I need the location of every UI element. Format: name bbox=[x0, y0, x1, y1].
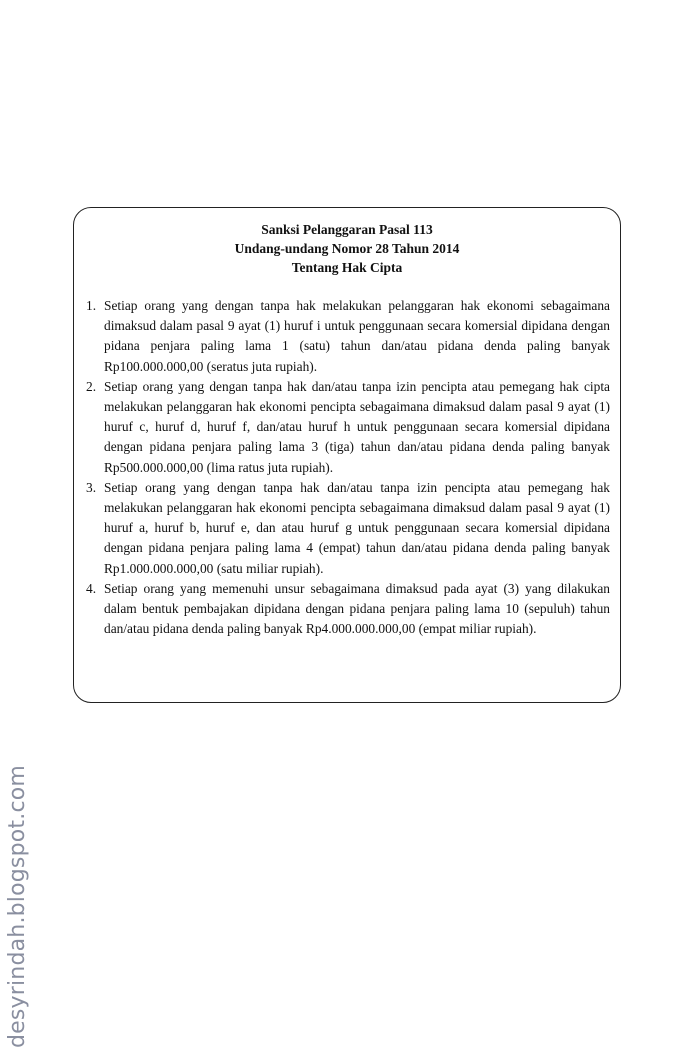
item-text: Setiap orang yang dengan tanpa hak dan/atau tanpa izin pencipta atau pemegang hak melakukan pelanggaran hak ekonomi pencipta sebagaimana dimaksud dalam pasal 9 ayat (1) huruf a, huruf b, huruf e, dan atau huruf g untuk penggunaan secara komersial dipidana dengan pidana penjara paling lama 4 (empat) tahun dan/atau pidana denda paling banyak Rp1.000.000.000,00 (satu miliar rupiah). bbox=[104, 479, 610, 576]
item-number: 1. bbox=[86, 298, 97, 313]
item-text: Setiap orang yang memenuhi unsur sebagaimana dimaksud pada ayat (3) yang dilakukan dalam bentuk pembajakan dipidana dengan pidana penjara paling lama 10 (sepuluh) tahun dan/atau pidana denda paling banyak Rp4.000.000.000,00 (empat miliar rupiah). bbox=[104, 580, 610, 637]
watermark-text: desyrindah.blogspot.com bbox=[5, 764, 31, 1048]
item-text: Setiap orang yang dengan tanpa hak melakukan pelanggaran hak ekonomi sebagaimana dimaksud dalam pasal 9 ayat (1) huruf i untuk penggunaan secara komersial dipidana dengan pidana penjara paling lama 1 (satu) tahun dan/atau pidana denda paling banyak Rp100.000.000,00 (seratus juta rupiah). bbox=[104, 298, 610, 374]
sanction-item-2 bbox=[86, 377, 610, 478]
copyright-notice-box bbox=[73, 207, 621, 703]
sanction-item-4 bbox=[86, 579, 610, 640]
sanction-item-3 bbox=[86, 478, 610, 579]
item-number: 4. bbox=[86, 580, 97, 596]
item-text: Setiap orang yang dengan tanpa hak dan/atau tanpa izin pencipta atau pemegang hak cipta melakukan pelanggaran hak ekonomi pencipta sebagaimana dimaksud dalam pasal 9 ayat (1) huruf c, huruf d, huruf f, dan/atau huruf h untuk penggunaan secara komersial dipidana dengan pidana penjara paling lama 3 (tiga) tahun dan/atau pidana denda paling banyak Rp500.000.000,00 (lima ratus juta rupiah). bbox=[104, 378, 610, 475]
heading-line-2: Undang-undang Nomor 28 Tahun 2014 bbox=[234, 241, 460, 256]
notice-heading bbox=[74, 220, 620, 277]
watermark bbox=[2, 764, 34, 1048]
item-number: 2. bbox=[86, 378, 97, 394]
sanction-item-1 bbox=[86, 296, 610, 377]
heading-line-3: Tentang Hak Cipta bbox=[291, 260, 403, 275]
item-number: 3. bbox=[86, 479, 97, 495]
sanction-list bbox=[86, 296, 610, 639]
heading-line-1: Sanksi Pelanggaran Pasal 113 bbox=[261, 222, 433, 237]
